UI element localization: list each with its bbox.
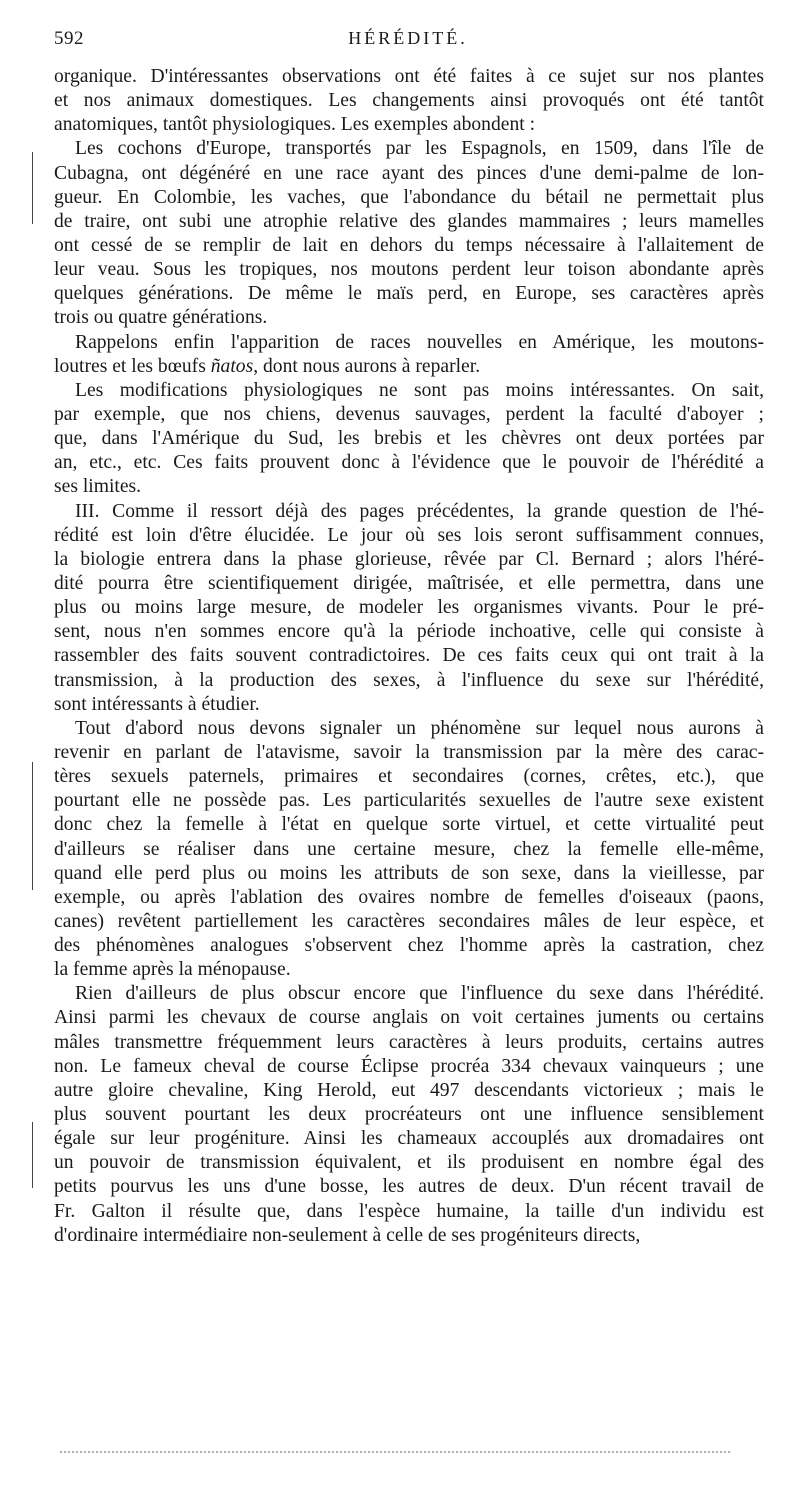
text-line: canes) revêtent partiellement les caractères secondaires mâles de leur espèce, et [54, 910, 764, 932]
paragraph [54, 137, 764, 330]
text-line: de traire, ont subi une atrophie relative des glandes mammaires ; leurs mamelles [54, 210, 764, 232]
text-line: plus souvent pourtant les deux procréateurs ont une influence sensiblement [54, 1104, 764, 1126]
text-line: donc chez la femelle à l'état en quelque sorte virtuel, et cette virtualité peut [54, 814, 764, 836]
text-line: revenir en parlant de l'atavisme, savoir la transmission par la mère des carac- [54, 741, 764, 763]
text-line: Les cochons d'Europe, transportés par les Espagnols, en 1509, dans l'île de [75, 138, 764, 160]
page-number: 592 [54, 28, 84, 49]
paragraph [54, 65, 764, 137]
text-line: ses limites. [54, 476, 142, 498]
text-line: transmission, à la production des sexes, à l'influence du sexe sur l'hérédité, [54, 669, 764, 691]
text-line: la femme après la ménopause. [54, 959, 291, 981]
text-line: Cubagna, ont dégénéré en une race ayant des pinces d'une demi-palme de lon- [54, 162, 764, 184]
text-line [54, 355, 764, 379]
text-line: Rappelons enfin l'apparition de races nouvelles en Amérique, les moutons- [75, 331, 764, 353]
text-line: d'ordinaire intermédiaire non-seulement à celle de ses progéniteurs directs, [54, 1224, 641, 1246]
margin-mark [32, 1122, 33, 1188]
text-line: leur veau. Sous les tropiques, nos moutons perdent leur toison abondante après [54, 259, 764, 281]
paragraph [54, 500, 764, 717]
text-line: mâles transmettre fréquemment leurs caractères à leurs produits, certains autres [54, 1031, 764, 1053]
margin-mark [32, 762, 33, 890]
paragraph [54, 717, 764, 983]
text-line: et nos animaux domestiques. Les changements ainsi provoqués ont été tantôt [54, 90, 764, 112]
text-line: ont cessé de se remplir de lait en dehors du temps nécessaire à l'allaitement de [54, 234, 764, 256]
footer-rule [60, 1451, 730, 1453]
text-line: gueur. En Colombie, les vaches, que l'abondance du bétail ne permettait plus [54, 186, 764, 208]
italic-term: ñatos [210, 355, 254, 377]
text-line: quand elle perd plus ou moins les attributs de son sexe, dans la vieillesse, par [54, 862, 764, 884]
text-line: un pouvoir de transmission équivalent, et ils produisent en nombre égal des [54, 1152, 764, 1174]
text-line: Rien d'ailleurs de plus obscur encore que l'influence du sexe dans l'hérédité. [75, 983, 764, 1005]
text-line: autre gloire chevaline, King Herold, eut 497 descendants victorieux ; mais le [54, 1079, 764, 1101]
text-line: sent, nous n'en sommes encore qu'à la période inchoative, celle qui consiste à [54, 621, 764, 643]
text-line: sont intéressants à étudier. [54, 693, 260, 715]
text-line: trois ou quatre générations. [54, 307, 268, 329]
text-segment: loutres et les bœufs [54, 355, 211, 377]
text-line: anatomiques, tantôt physiologiques. Les exemples abondent : [54, 114, 536, 136]
text-line: exemple, ou après l'ablation des ovaires nombre de femelles d'oiseaux (paons, [54, 886, 764, 908]
text-line: la biologie entrera dans la phase glorieuse, rêvée par Cl. Bernard ; alors l'héré- [54, 548, 764, 570]
text-line: non. Le fameux cheval de course Éclipse procréa 334 chevaux vainqueurs ; une [54, 1055, 764, 1077]
paragraph [54, 379, 764, 500]
text-line: pourtant elle ne possède pas. Les particularités sexuelles de l'autre sexe existent [54, 790, 764, 812]
text-line: organique. D'intéressantes observations ont été faites à ce sujet sur nos plantes [54, 66, 764, 87]
text-line: petits pourvus les uns d'une bosse, les autres de deux. D'un récent travail de [54, 1176, 764, 1198]
text-line: Ainsi parmi les chevaux de course anglais on voit certaines juments ou certains [54, 1007, 764, 1029]
text-line: dité pourra être scientifiquement dirigée, maîtrisée, et elle permettra, dans une [54, 572, 764, 594]
text-line: plus ou moins large mesure, de modeler les organismes vivants. Pour le pré- [54, 597, 764, 619]
text-line: que, dans l'Amérique du Sud, les brebis et les chèvres ont deux portées par [54, 428, 764, 450]
text-line: tères sexuels paternels, primaires et secondaires (cornes, crêtes, etc.), que [54, 766, 764, 788]
running-head [54, 28, 762, 58]
text-line: an, etc., etc. Ces faits prouvent donc à l'évidence que le pouvoir de l'hérédité a [54, 452, 764, 474]
text-line: Les modifications physiologiques ne sont pas moins intéressantes. On sait, [75, 379, 764, 401]
text-line: par exemple, que nos chiens, devenus sauvages, perdent la faculté d'aboyer ; [54, 403, 764, 425]
text-line: quelques générations. De même le maïs perd, en Europe, ses caractères après [54, 283, 764, 305]
text-line: des phénomènes analogues s'observent chez l'homme après la castration, chez [54, 935, 764, 957]
text-segment: , dont nous aurons à reparler. [253, 355, 481, 377]
margin-mark [32, 152, 33, 224]
text-line: Tout d'abord nous devons signaler un phénomène sur lequel nous aurons à [75, 717, 764, 739]
paragraph [54, 331, 764, 379]
running-title: HÉRÉDITÉ. [348, 28, 468, 48]
text-line: d'ailleurs se réaliser dans une certaine mesure, chez la femelle elle-même, [54, 838, 764, 860]
text-line: égale sur leur progéniture. Ainsi les chameaux accouplés aux dromadaires ont [54, 1128, 764, 1150]
body-text [54, 65, 764, 1248]
text-line: Fr. Galton il résulte que, dans l'espèce humaine, la taille d'un individu est [54, 1200, 764, 1222]
text-line: rédité est loin d'être élucidée. Le jour où ses lois seront suffisamment connues, [54, 524, 764, 546]
text-line: III. Comme il ressort déjà des pages précédentes, la grande question de l'hé- [75, 500, 764, 522]
paragraph [54, 982, 764, 1248]
text-line: rassembler des faits souvent contradictoires. De ces faits ceux qui ont trait à la [54, 645, 764, 667]
